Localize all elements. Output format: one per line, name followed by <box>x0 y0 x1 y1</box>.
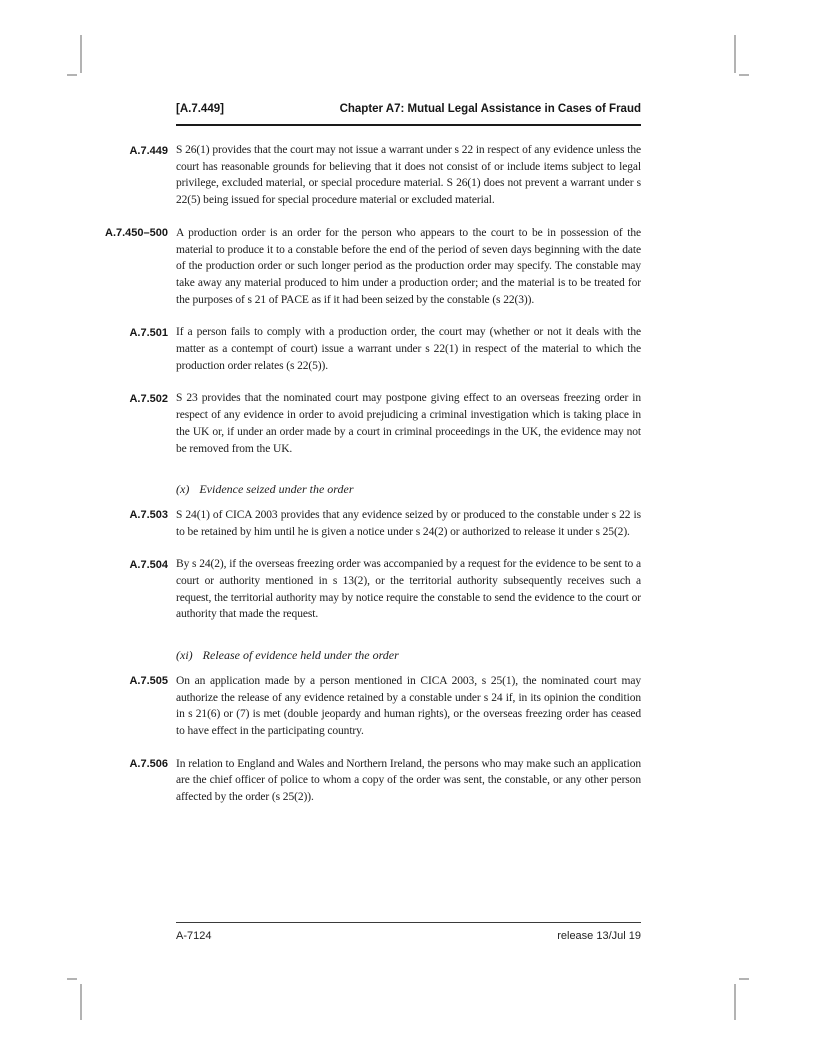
footer-rule <box>176 922 641 923</box>
crop-mark-top-left-vertical <box>80 35 82 73</box>
paragraph-text: By s 24(2), if the overseas freezing order was accompanied by a request for the evidence to be sent to a court or authority mentioned in s 13(2), or the territorial authority subsequently receives such a request, the territorial authority may by notice require the constable to send the evidence to the court or authority that made the request. <box>176 558 641 621</box>
paragraph-number: A.7.503 <box>129 509 168 522</box>
text-block <box>105 142 641 822</box>
header-rule <box>176 124 641 126</box>
paragraph-number: A.7.501 <box>129 326 168 339</box>
paragraph-number: A.7.505 <box>129 675 168 688</box>
paragraph-text: S 24(1) of CICA 2003 provides that any evidence seized by or produced to the constable under s 22 is to be retained by him until he is given a notice under s 24(2) or authorized to release it under s 25(2). <box>176 508 641 538</box>
section-title: Evidence seized under the order <box>199 482 354 497</box>
paragraph-number: A.7.506 <box>129 758 168 771</box>
paragraph-a7-450-500 <box>105 225 641 309</box>
section-title: Release of evidence held under the order <box>202 648 399 663</box>
paragraph-a7-506 <box>129 756 641 806</box>
running-header <box>176 103 641 115</box>
page-footer <box>176 930 641 942</box>
paragraph-a7-501 <box>129 324 641 374</box>
paragraph-text: On an application made by a person mentioned in CICA 2003, s 25(1), the nominated court may authorize the release of any evidence retained by a constable under s 24 if, in its opinion the condition in s 21(6) or (7) is met (double jeopardy and human rights), or the overseas freezing order has ceased to have effect in the participating country. <box>176 674 641 737</box>
crop-mark-bottom-left-vertical <box>80 984 82 1020</box>
paragraph-number: A.7.450–500 <box>105 227 168 240</box>
section-heading-xi <box>176 647 641 664</box>
paragraph-text: A production order is an order for the person who appears to the court to be in possession of the material to produce it to a constable before the end of the period of seven days beginning with the date of the production order or such longer period as the production order may specify. The constable may take away any material produced to him under a production order; and the material is to be treated for the purposes of s 21 of PACE as if it had been seized by the constable (s 22(3)). <box>176 226 641 306</box>
section-label: (x) <box>176 482 190 497</box>
header-paragraph-ref: [A.7.449] <box>176 103 224 115</box>
crop-mark-bottom-left-horizontal <box>67 978 77 980</box>
crop-mark-bottom-right-vertical <box>734 984 736 1020</box>
crop-mark-bottom-right-horizontal <box>739 978 749 980</box>
paragraph-a7-502 <box>129 390 641 457</box>
crop-mark-top-right-vertical <box>734 35 736 73</box>
paragraph-text: If a person fails to comply with a production order, the court may (whether or not it deals with the matter as a contempt of court) issue a warrant under s 22(1) in respect of the material to which the production order relates (s 22(5)). <box>176 326 641 372</box>
chapter-title: Chapter A7: Mutual Legal Assistance in Cases of Fraud <box>339 103 641 115</box>
paragraph-number: A.7.449 <box>129 144 168 157</box>
section-heading-x <box>176 481 641 498</box>
paragraph-number: A.7.502 <box>129 392 168 405</box>
crop-mark-top-right-horizontal <box>739 74 749 76</box>
page-number: A-7124 <box>176 930 212 942</box>
release-note: release 13/Jul 19 <box>557 930 641 942</box>
paragraph-a7-505 <box>129 673 641 740</box>
paragraph-text: In relation to England and Wales and Northern Ireland, the persons who may make such an application are the chief officer of police to whom a copy of the order was sent, the constable, or any other person affected by the order (s 25(2)). <box>176 757 641 804</box>
paragraph-number: A.7.504 <box>129 558 168 571</box>
paragraph-a7-504 <box>129 556 641 623</box>
paragraph-a7-449 <box>129 142 641 209</box>
paragraph-a7-503 <box>129 507 641 540</box>
crop-mark-top-left-horizontal <box>67 74 77 76</box>
paragraph-text: S 26(1) provides that the court may not issue a warrant under s 22 in respect of any evidence unless the court has reasonable grounds for believing that it does not consist of or include items subject to legal privilege, excluded material, or special procedure material. S 26(1) does not prevent a warrant under s 22(5) being issued for special procedure material or excluded material. <box>176 144 641 207</box>
section-label: (xi) <box>176 648 193 663</box>
paragraph-text: S 23 provides that the nominated court may postpone giving effect to an overseas freezing order in respect of any evidence in order to avoid prejudicing a criminal investigation which is taking place in the UK or, if under an order made by a court in criminal proceedings in the UK, the evidence may not be removed from the UK. <box>176 392 641 455</box>
